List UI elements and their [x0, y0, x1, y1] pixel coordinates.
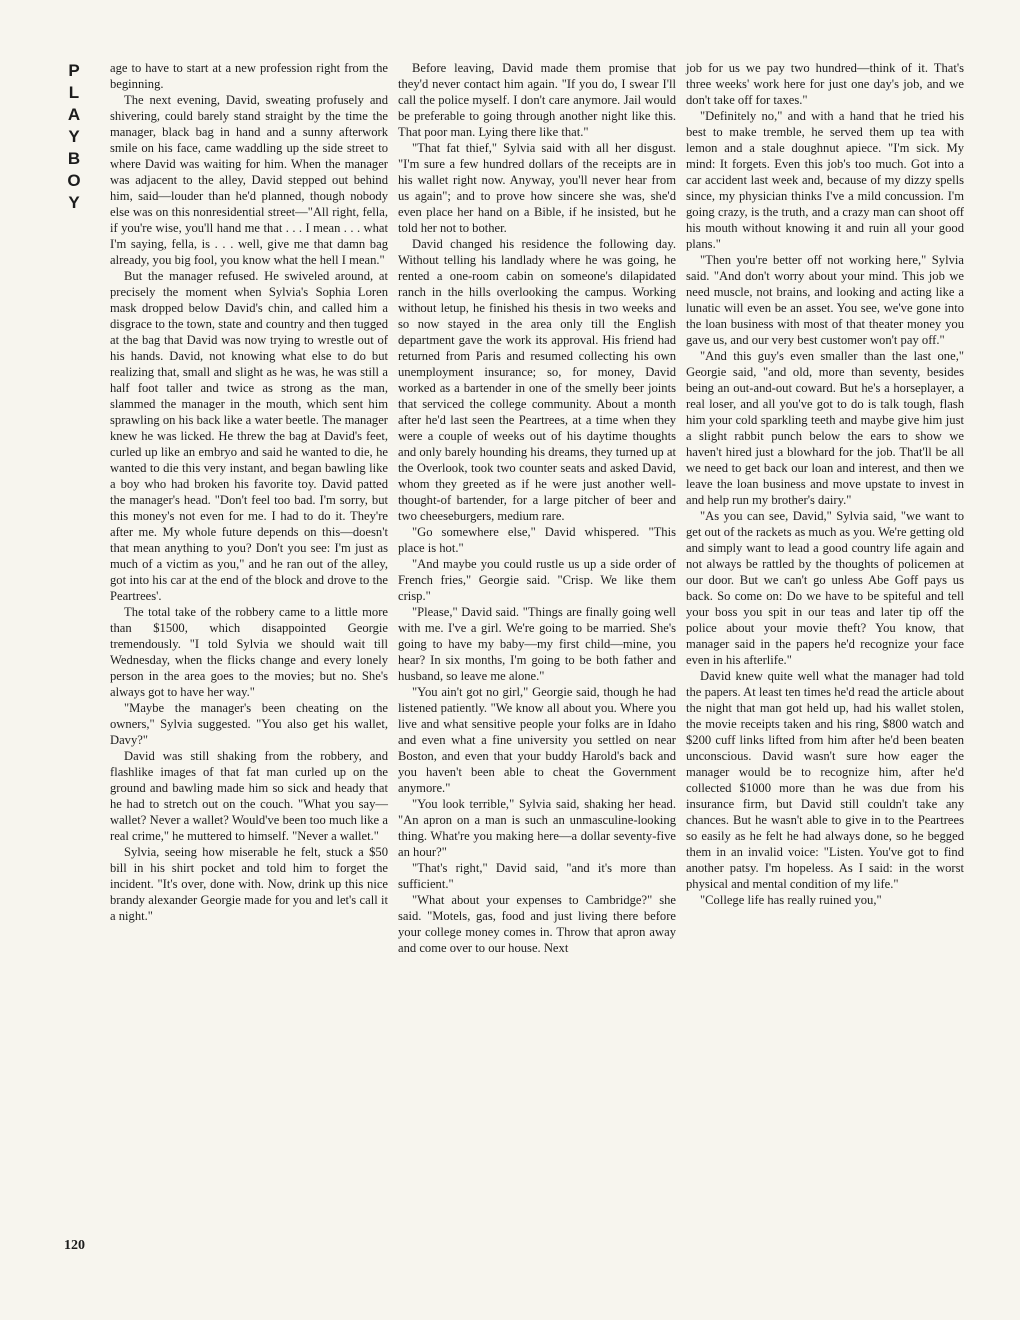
text-column-2 — [398, 60, 676, 956]
running-head-letter: O — [67, 171, 81, 190]
text-column-1 — [110, 60, 388, 924]
paragraph: David knew quite well what the manager had told the papers. At least ten times he'd read the article about the night that man got held up, had his wallet stolen, the movie receipts taken and his ring, $800 watch and $200 cuff links lifted from him after he'd been beaten unconscious. David wasn't sure how eager the manager would be to recognize him, after he'd collected $1000 more than he was due from his insurance firm, but David still couldn't take any chances. But he wasn't able to give in to the Peartrees so easily as he felt he had always done, so he begged them in an invalid voice: "Listen. You've got to find another patsy. I'm hopeless. As I said: in the worst physical and mental condition of my life." — [686, 669, 964, 891]
running-head — [64, 60, 84, 214]
running-head-letter: Y — [68, 127, 80, 146]
paragraph: "Please," David said. "Things are finally going well with me. I've a girl. We're going to be married. She's going to have my baby—my first child—mine, you hear? In six months, I'm going to be both father and husband, so leave me alone." — [398, 605, 676, 683]
paragraph: "What about your expenses to Cambridge?" she said. "Motels, gas, food and just living there before your college money comes in. Throw that apron away and come over to our house. Next — [398, 893, 676, 955]
paragraph: "That's right," David said, "and it's more than sufficient." — [398, 861, 676, 891]
paragraph: "College life has really ruined you," — [700, 893, 882, 907]
paragraph: "Then you're better off not working here," Sylvia said. "And don't worry about your mind. This job we need muscle, not brains, and looking and acting like a lunatic will even be an asset. You see, we've gone into the loan business with most of that theater money you gave us, and our very best customer won't pay off." — [686, 253, 964, 347]
paragraph: "As you can see, David," Sylvia said, "we want to get out of the rackets as much as you. We're getting old and simply want to lead a good country life again and not always be rattled by the thoughts of policemen at our door. But we can't go unless Abe Goff pays us back. So come on: Do we have to be spiteful and tell your boss you spit in our teas and later tip off the police about your movie theft? You know, that manager said in the papers he'd recognize your face even in his afterlife." — [686, 509, 965, 667]
running-head-letter: L — [68, 83, 80, 102]
paragraph: "And maybe you could rustle us up a side order of French fries," Georgie said. "Crisp. We like them crisp." — [398, 557, 676, 603]
paragraph: "Definitely no," and with a hand that he tried his best to make tremble, he served them up tea with lemon and a stale doughnut apiece. "I'm sick. My mind: It forgets. Even this job's too much. Got into a car accident last week and, because of my dizzy spells since, my physician thinks I've a mild concussion. I'm going crazy, is the truth, and a crazy man can shoot off his mouth without knowing it and ruin all your good plans." — [686, 109, 964, 251]
text-column-3 — [686, 60, 964, 908]
paragraph: The total take of the robbery came to a little more than $1500, which disappointed Georgie tremendously. "I told Sylvia we should wait till Wednesday, when the flicks change and every lonely person in the area goes to the movies; but no. She's always got to have her way." — [110, 605, 388, 699]
paragraph: age to have to start at a new profession right from the beginning. — [110, 61, 388, 91]
running-head-letter: Y — [68, 193, 80, 212]
paragraph: But the manager refused. He swiveled around, at precisely the moment when Sylvia's Sophia Loren mask dropped below David's chin, and called him a disgrace to the town, state and country and then tugged at the bag that David was now trying to wrestle out of his hands. David, not knowing what else to do but realizing that, small and slight as he was, he was still a half foot taller and twice as strong as the man, slammed the manager in the mouth, which sent him sprawling on his back like a water beetle. The manager knew he was licked. He threw the bag at David's feet, curled up like an embryo and said he wanted to die, he wanted to die this very instant, and began bawling like a boy who had broken his favorite toy. David patted the manager's head. "Don't feel too bad. I'm sorry, but this money's not even for me. I had to do it. They're after me. My whole future depends on this—doesn't that mean anything to you? Don't you see: I'm just as much of a victim as you," and he ran out of the alley, got into his car at the end of the block and drove to the Peartrees'. — [110, 269, 388, 603]
paragraph: "You look terrible," Sylvia said, shaking her head. "An apron on a man is such an unmasculine-looking thing. What're you making here—a dollar seventy-five an hour?" — [398, 797, 676, 859]
paragraph: "That fat thief," Sylvia said with all her disgust. "I'm sure a few hundred dollars of the receipts are in his wallet right now. Anyway, you'll never hear from us again"; and to prove how sincere she was, she'd even place her hand on a Bible, if he insisted, but he told her not to bother. — [398, 141, 676, 235]
paragraph: David changed his residence the following day. Without telling his landlady where he was going, he rented a one-room cabin on someone's dilapidated ranch in the hills overlooking the campus. Working without letup, he finished his thesis in two weeks and so now stayed in the area only till the English department gave the work its approval. His friend had returned from Paris and resumed collecting his own unemployment insurance; so, for money, David worked as a bartender in one of the smelly beer joints that serviced the college community. About a month after he'd last seen the Peartrees, at a time when they were a couple of weeks out of his daytime thoughts and only barely hounding his dreams, they turned up at the Overlook, took two counter seats and asked David, whom they greeted as if he were just another well-thought-of bartender, for a large pitcher of beer and two cheeseburgers, medium rare. — [398, 237, 676, 523]
paragraph: The next evening, David, sweating profusely and shivering, could barely stand straight by the time the manager, black bag in hand and a sunny afterwork smile on his face, came waddling up the side street to where David was waiting for him. When the manager was adjacent to the alley, David stepped out behind him, said—louder than he'd planned, though nobody else was on this nonresidential street—"All right, fella, if you're wise, you'll hand me that . . . I mean . . . what I'm saying, fella, is . . . well, give me that damn bag already, you big fool, you know what the hell I mean." — [110, 93, 388, 267]
running-head-letter: B — [67, 149, 81, 168]
paragraph: David was still shaking from the robbery, and flashlike images of that fat man curled up on the ground and bawling made him so sick and heady that he had to stretch out on the couch. "What you say—wallet? Never a wallet? Would've been too much like a real crime," he muttered to himself. "Never a wallet." — [110, 749, 388, 843]
running-head-letter: A — [67, 105, 81, 124]
paragraph: "You ain't got no girl," Georgie said, though he had listened patiently. "We know all about you. Where you live and what sensitive people your folks are in Idaho and even what a fine university you settled on near Boston, and even that your buddy Harold's back and you haven't been able to cheat the Government anymore." — [398, 685, 676, 795]
paragraph: "Go somewhere else," David whispered. "This place is hot." — [398, 525, 676, 555]
paragraph: "And this guy's even smaller than the last one," Georgie said, "and old, more than seventy, besides being an out-and-out coward. But he's a horseplayer, a real loser, and all you've got to do is talk tough, flash him your cold sparkling teeth and maybe give him just a slight rabbit punch below the ears to show we haven't hired just a blowhard for the job. That'll be all we need to get back our loan and interest, and then we leave the loan business and move upstate to invest in and help run my brother's dairy." — [686, 349, 964, 507]
paragraph: Before leaving, David made them promise that they'd never contact him again. "If you do, I swear I'll call the police myself. I don't care anymore. Jail would be preferable to going through another night like this. That poor man. Lying there like that." — [398, 61, 676, 139]
paragraph: "Maybe the manager's been cheating on the owners," Sylvia suggested. "You also get his wallet, Davy?" — [110, 701, 388, 747]
paragraph: Sylvia, seeing how miserable he felt, stuck a $50 bill in his shirt pocket and told him to forget the incident. "It's over, done with. Now, drink up this nice brandy alexander Georgie made for you and let's call it a night." — [110, 845, 388, 923]
running-head-letter: P — [68, 61, 80, 80]
paragraph: job for us we pay two hundred—think of it. That's three weeks' work here for just one day's job, and we don't take off for taxes." — [686, 61, 964, 107]
page-number: 120 — [64, 1238, 85, 1253]
